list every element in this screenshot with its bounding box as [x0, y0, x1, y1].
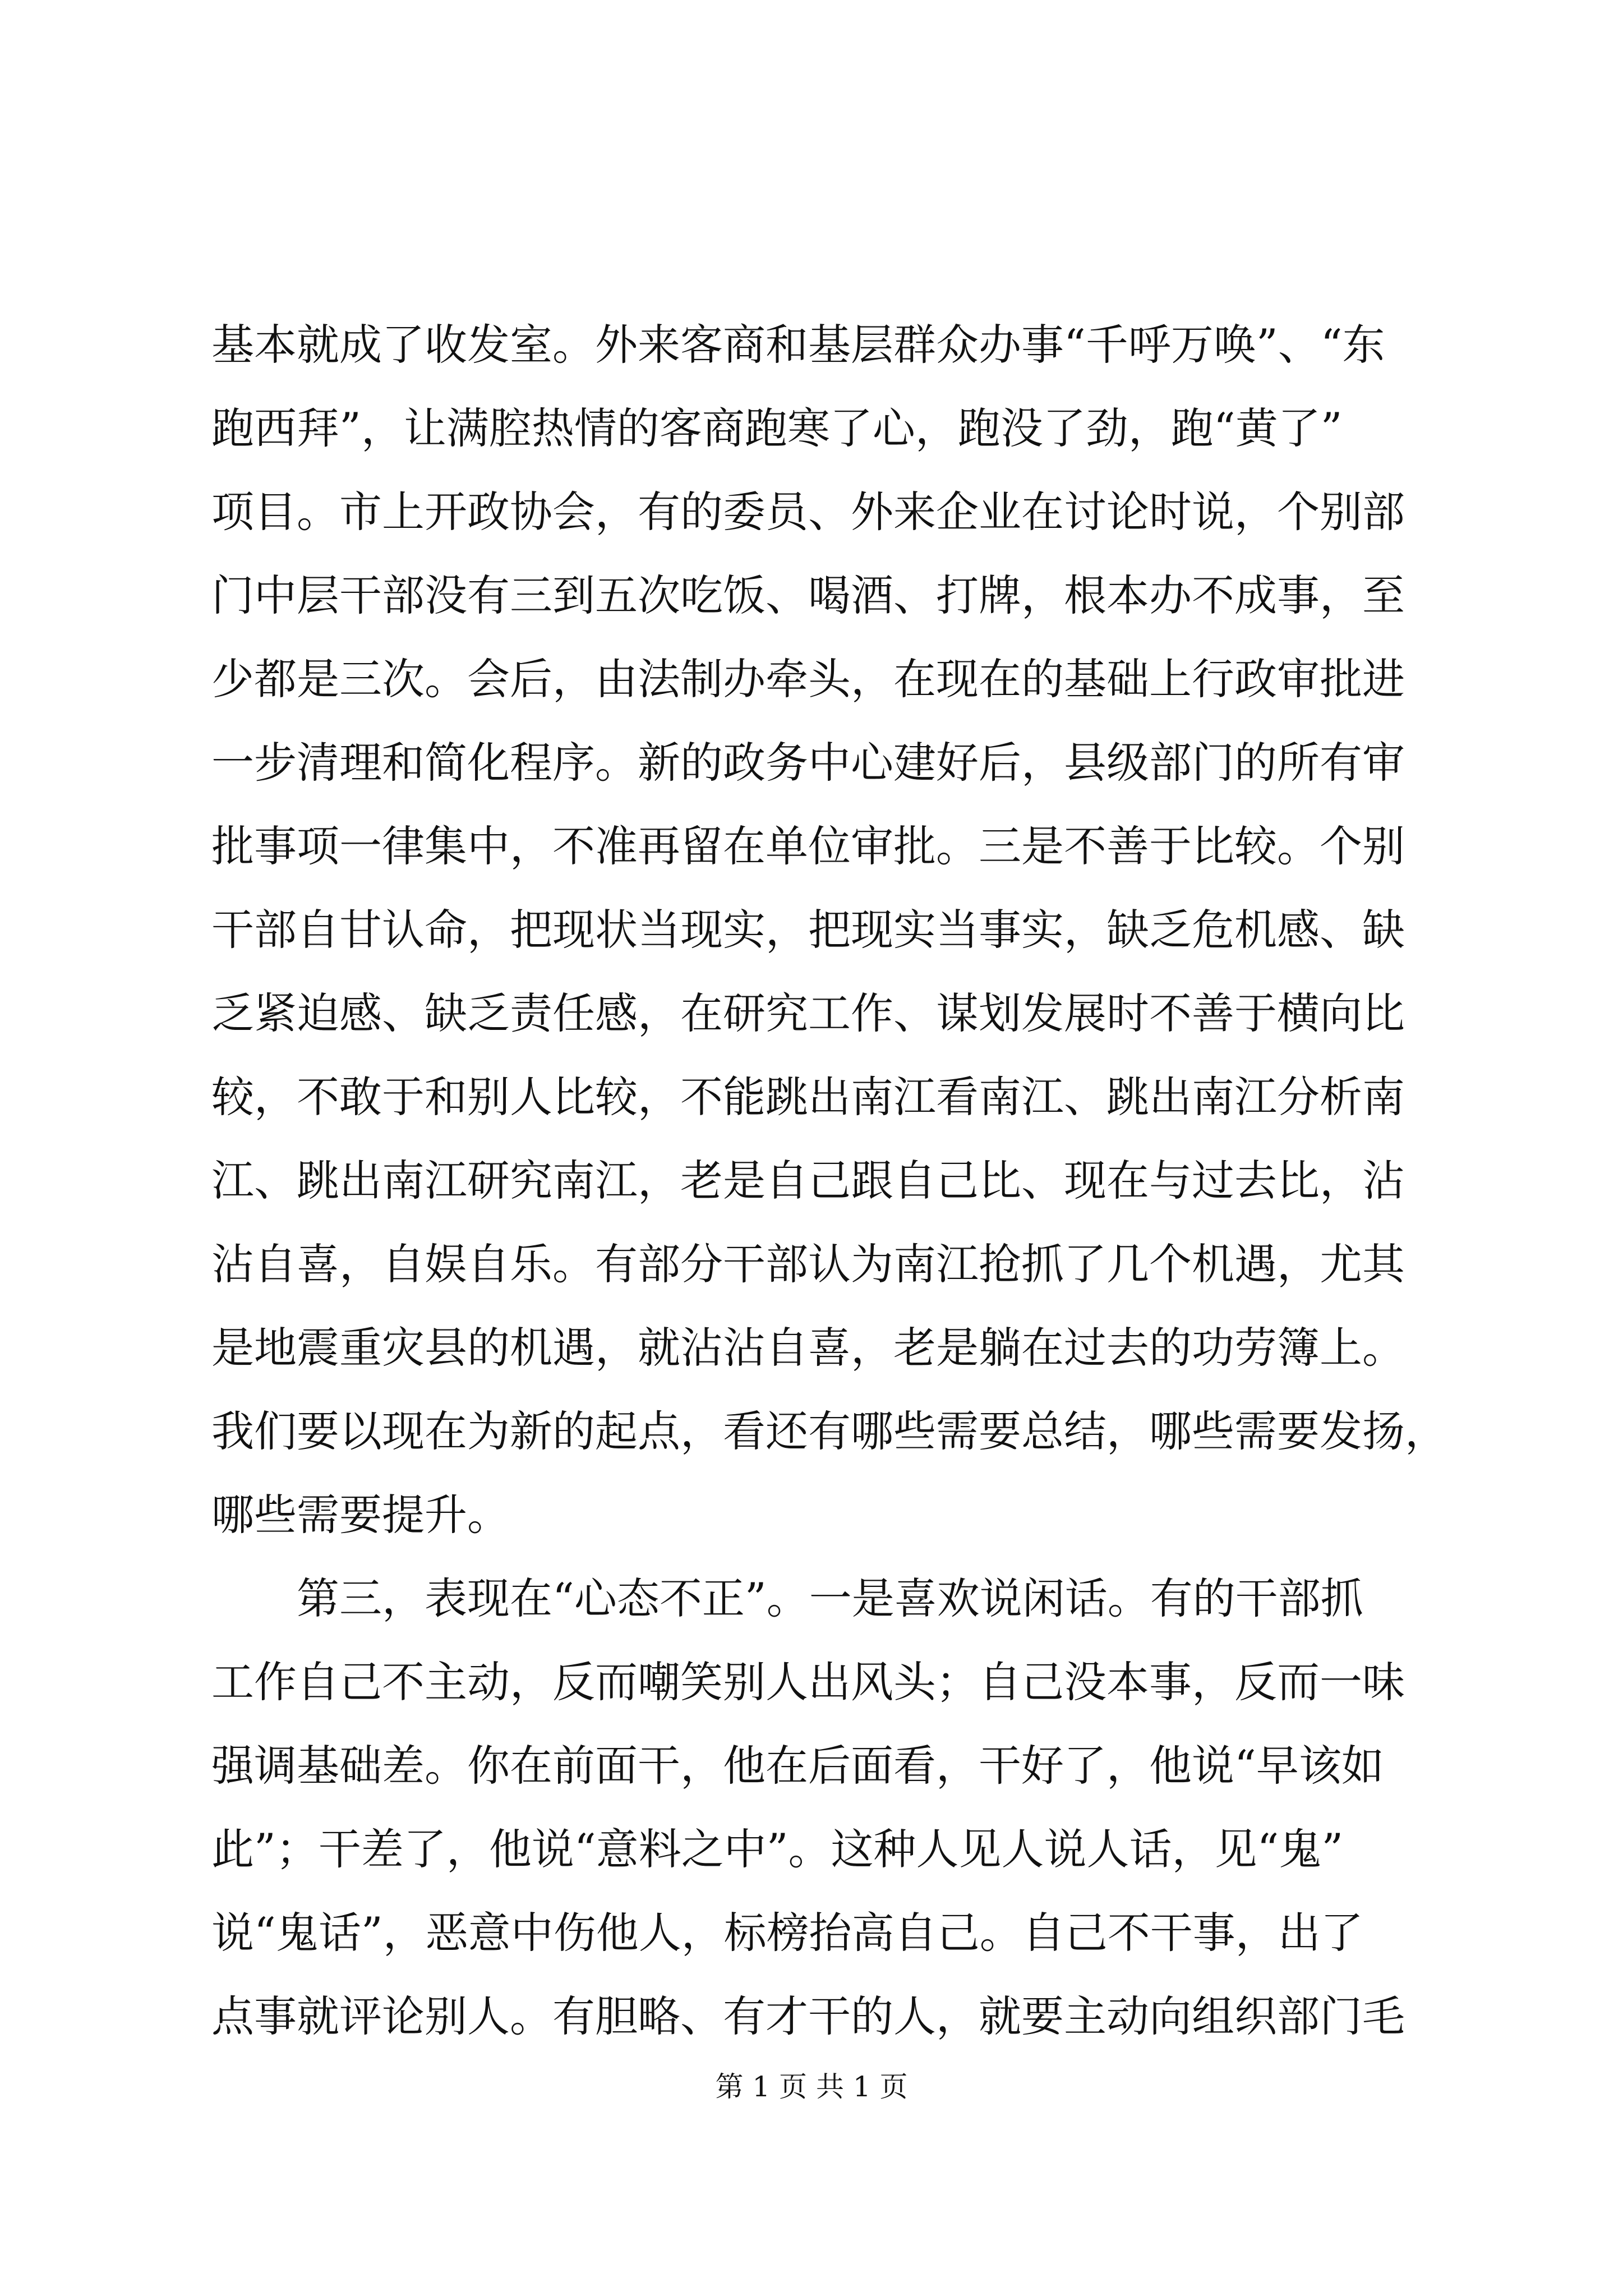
text-line: 乏紧迫感、缺乏责任感，在研究工作、谋划发展时不善于横向比 [211, 988, 1405, 1038]
page-number-label: 第 1 页 共 1 页 [715, 2070, 908, 2103]
text-line: 此”；干差了，他说“意料之中”。这种人见人说人话，见“鬼” [211, 1824, 1344, 1874]
text-line: 我们要以现在为新的起点，看还有哪些需要总结，哪些需要发扬， [211, 1406, 1447, 1456]
page-footer [0, 2067, 1623, 2106]
text-line: 江、跳出南江研究南江，老是自己跟自己比、现在与过去比，沾 [211, 1156, 1405, 1205]
text-line: 门中层干部没有三到五次吃饭、喝酒、打牌，根本办不成事，至 [211, 570, 1405, 620]
text-line: 批事项一律集中，不准再留在单位审批。三是不善于比较。个别 [211, 821, 1405, 871]
text-line: 是地震重灾县的机遇，就沾沾自喜，老是躺在过去的功劳簿上。 [211, 1323, 1405, 1373]
text-line: 强调基础差。你在前面干，他在后面看，干好了，他说“早该如 [211, 1741, 1384, 1791]
text-line: 较，不敢于和别人比较，不能跳出南江看南江、跳出南江分析南 [211, 1072, 1405, 1122]
text-line: 工作自己不主动，反而嘲笑别人出风头；自己没本事，反而一味 [211, 1657, 1405, 1707]
text-line: 哪些需要提升。 [211, 1490, 510, 1540]
text-line: 跑西拜”，让满腔热情的客商跑寒了心，跑没了劲，跑“黄了” [211, 403, 1343, 453]
text-line: 说“鬼话”，恶意中伤他人，标榜抬高自己。自己不干事，出了 [211, 1908, 1363, 1958]
text-line: 沾自喜，自娱自乐。有部分干部认为南江抢抓了几个机遇，尤其 [211, 1239, 1405, 1289]
paragraph-start-line: 第三，表现在“心态不正”。一是喜欢说闲话。有的干部抓 [297, 1573, 1363, 1623]
text-line: 一步清理和简化程序。新的政务中心建好后，县级部门的所有审 [211, 738, 1405, 788]
text-line: 基本就成了收发室。外来客商和基层群众办事“千呼万唤”、“东 [211, 320, 1385, 370]
text-line: 少都是三次。会后，由法制办牵头，在现在的基础上行政审批进 [211, 654, 1405, 704]
text-line: 干部自甘认命，把现状当现实，把现实当事实，缺乏危机感、缺 [211, 905, 1405, 955]
text-line: 项目。市上开政协会，有的委员、外来企业在讨论时说，个别部 [211, 487, 1405, 537]
document-body [211, 303, 1447, 2058]
text-line: 点事就评论别人。有胆略、有才干的人，就要主动向组织部门毛 [211, 1991, 1405, 2041]
